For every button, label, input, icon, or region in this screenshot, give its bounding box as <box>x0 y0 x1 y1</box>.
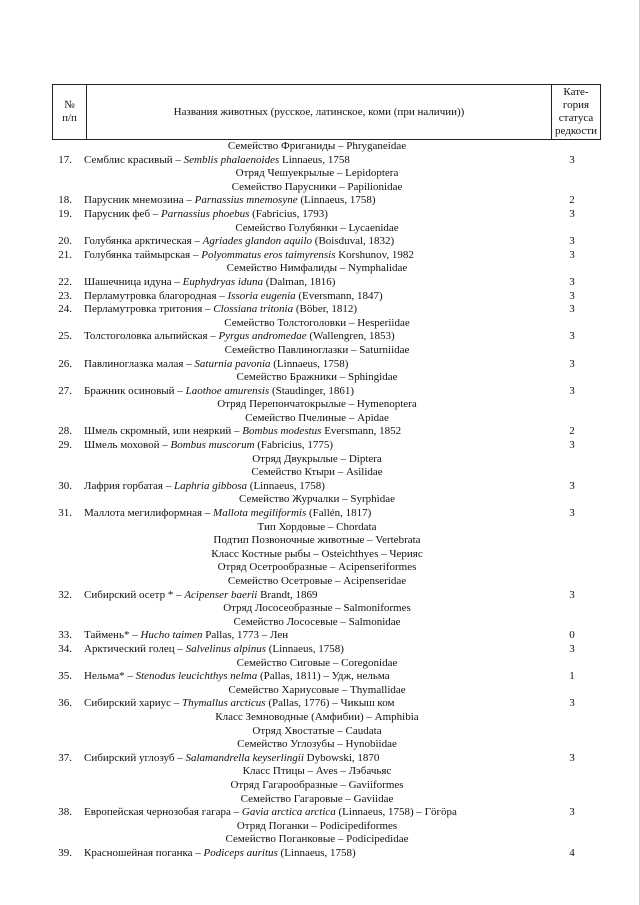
taxon-heading-row <box>0 412 640 426</box>
taxon-heading-row <box>0 711 640 725</box>
taxon-heading: Отряд Двукрылые – Diptera <box>252 452 382 465</box>
taxon-heading-row <box>0 317 640 331</box>
species-latin-name: Polyommatus eros taimyrensis <box>201 248 336 261</box>
rarity-category: 3 <box>569 479 575 492</box>
taxon-heading-row <box>0 466 640 480</box>
taxon-heading: Отряд Хвостатые – Caudata <box>252 724 382 737</box>
species-latin-name: Laothoe amurensis <box>185 384 270 397</box>
species-number: 29. <box>58 439 72 452</box>
species-authority: (Linnaeus, 1758) <box>297 194 376 207</box>
species-russian-name: Толстоголовка альпийская – <box>84 330 219 343</box>
taxon-heading-row <box>0 657 640 671</box>
header-name-label: Названия животных (русское, латинское, коми (при наличии)) <box>173 105 465 118</box>
species-row <box>0 589 640 603</box>
rarity-category: 3 <box>569 751 575 764</box>
rarity-category: 3 <box>569 303 575 316</box>
species-russian-name: Сибирский углозуб – <box>84 751 186 764</box>
species-latin-name: Issoria eugenia <box>227 289 296 302</box>
species-russian-name: Перламутровка благородная – <box>84 289 228 302</box>
species-name <box>84 507 371 521</box>
species-russian-name: Голубянка арктическая – <box>84 235 203 248</box>
species-authority: (Linnaeus, 1758) <box>266 642 344 655</box>
taxon-heading-row <box>0 493 640 507</box>
species-latin-name: Bombus muscorum <box>170 439 255 452</box>
taxon-heading: Подтип Позвоночные животные – Vertebrata <box>213 534 421 547</box>
rarity-category: 1 <box>569 670 575 683</box>
species-row <box>0 643 640 657</box>
species-latin-name: Stenodus leucichthys nelma <box>135 670 258 683</box>
species-row <box>0 290 640 304</box>
species-name <box>84 847 356 861</box>
species-latin-name: Clossiana tritonia <box>213 303 294 316</box>
species-row <box>0 752 640 766</box>
rarity-category: 3 <box>569 330 575 343</box>
species-name <box>84 806 457 820</box>
taxon-heading: Семейство Нимфалиды – Nymphalidae <box>226 262 408 275</box>
taxon-heading: Класс Птицы – Aves – Лэбачьяс <box>242 765 392 778</box>
species-russian-name: Красношейная поганка – <box>84 846 204 859</box>
species-name <box>84 629 288 643</box>
species-name <box>84 752 379 766</box>
taxon-heading: Класс Костные рыбы – Osteichthyes – Черияс <box>211 547 423 560</box>
species-authority: (Pallas, 1776) – Чикыш ком <box>265 697 395 710</box>
species-number: 21. <box>58 248 72 261</box>
species-number: 36. <box>58 697 72 710</box>
taxon-heading: Семейство Лососевые – Salmonidae <box>233 615 401 628</box>
taxon-heading: Семейство Журчалки – Syrphidae <box>238 493 396 506</box>
species-russian-name: Павлиноглазка малая – <box>84 357 195 370</box>
species-number: 24. <box>58 303 72 316</box>
taxon-heading-row <box>0 765 640 779</box>
species-number: 39. <box>58 846 72 859</box>
species-russian-name: Лафрия горбатая – <box>84 479 174 492</box>
species-authority: (Staudinger, 1861) <box>269 384 354 397</box>
species-number: 18. <box>58 194 72 207</box>
species-latin-name: Parnassius phoebus <box>161 207 250 220</box>
species-latin-name: Salvelinus alpinus <box>185 642 266 655</box>
species-authority: (Linnaeus, 1758) <box>247 479 325 492</box>
taxon-heading-row <box>0 548 640 562</box>
species-latin-name: Parnassius mnemosyne <box>194 194 298 207</box>
rarity-category: 3 <box>569 588 575 601</box>
taxon-heading: Семейство Толстоголовки – Hesperiidae <box>224 316 410 329</box>
species-number: 37. <box>58 751 72 764</box>
species-authority: (Fabricius, 1775) <box>254 439 334 452</box>
species-authority: (Fabricius, 1793) <box>249 207 328 220</box>
species-row <box>0 439 640 453</box>
taxon-heading: Отряд Поганки – Podicipediformes <box>236 819 398 832</box>
header-category-column <box>552 85 600 139</box>
species-row <box>0 249 640 263</box>
taxon-heading-row <box>0 453 640 467</box>
species-name <box>84 303 357 317</box>
taxon-heading-row <box>0 534 640 548</box>
species-russian-name: Семблис красивый – <box>84 153 184 166</box>
species-latin-name: Thymallus arcticus <box>181 697 266 710</box>
species-number: 17. <box>58 153 72 166</box>
species-name <box>84 358 348 372</box>
species-latin-name: Laphria gibbosa <box>173 479 248 492</box>
species-authority: (Dalman, 1816) <box>263 275 336 288</box>
taxon-heading-row <box>0 616 640 630</box>
species-russian-name: Парусник феб – <box>84 207 162 220</box>
species-authority: Dybowski, 1870 <box>303 751 380 764</box>
species-row <box>0 480 640 494</box>
species-latin-name: Gavia arctica arctica <box>241 806 336 819</box>
species-authority: Pallas, 1773 – Лен <box>202 629 289 642</box>
species-authority: (Boisduval, 1832) <box>312 235 395 248</box>
species-number: 35. <box>58 670 72 683</box>
species-row <box>0 358 640 372</box>
rarity-category: 3 <box>569 642 575 655</box>
rarity-category: 4 <box>569 846 575 859</box>
species-number: 38. <box>58 806 72 819</box>
taxon-heading-row <box>0 371 640 385</box>
species-authority: Linnaeus, 1758 <box>279 153 350 166</box>
taxon-heading: Тип Хордовые – Chordata <box>257 520 377 533</box>
taxon-heading: Отряд Лососеобразные – Salmoniformes <box>223 602 411 615</box>
species-number: 31. <box>58 507 72 520</box>
taxon-heading: Класс Земноводные (Амфибии) – Amphibia <box>215 710 419 723</box>
species-russian-name: Голубянка таймырская – <box>84 248 202 261</box>
taxon-heading-row <box>0 181 640 195</box>
species-authority: (Pallas, 1811) – Удж, нельма <box>257 670 390 683</box>
taxon-heading-row <box>0 344 640 358</box>
taxon-heading: Семейство Парусники – Papilionidae <box>231 180 403 193</box>
species-name <box>84 480 325 494</box>
species-number: 28. <box>58 425 72 438</box>
species-number: 19. <box>58 207 72 220</box>
taxon-heading-row <box>0 738 640 752</box>
species-number: 22. <box>58 275 72 288</box>
species-authority: (Böber, 1812) <box>293 303 358 316</box>
rarity-category: 3 <box>569 235 575 248</box>
taxon-heading: Семейство Осетровые – Acipenseridae <box>227 575 407 587</box>
species-name <box>84 290 383 304</box>
species-row <box>0 425 640 439</box>
species-table-body <box>0 140 640 860</box>
species-row <box>0 385 640 399</box>
species-name <box>84 670 390 684</box>
taxon-heading-row <box>0 222 640 236</box>
species-russian-name: Европейская чернозобая гагара – <box>84 806 242 819</box>
species-number: 33. <box>58 629 72 642</box>
taxon-heading: Отряд Перепончатокрылые – Hymenoptera <box>217 398 417 411</box>
taxon-heading: Семейство Бражники – Sphingidae <box>236 371 398 384</box>
taxon-heading: Семейство Сиговые – Coregonidae <box>236 656 398 669</box>
taxon-heading-row <box>0 833 640 847</box>
species-row <box>0 303 640 317</box>
species-latin-name: Mallota megiliformis <box>213 507 307 520</box>
taxon-heading-row <box>0 398 640 412</box>
species-russian-name: Бражник осиновый – <box>84 384 186 397</box>
species-authority: (Fallén, 1817) <box>306 507 372 520</box>
taxon-heading: Отряд Осетрообразные – Acipenseriformes <box>217 561 417 574</box>
species-latin-name: Semblis phalaenoides <box>183 153 280 166</box>
rarity-category: 3 <box>569 384 575 397</box>
rarity-category: 3 <box>569 357 575 370</box>
species-authority: (Wallengren, 1853) <box>306 330 395 343</box>
species-authority: (Linnaeus, 1758) – Гӧгӧра <box>335 806 457 819</box>
header-number-column <box>53 85 87 139</box>
header-name-column <box>87 85 552 139</box>
header-number-label: № п/п <box>62 99 77 124</box>
rarity-category: 3 <box>569 248 575 261</box>
species-name <box>84 589 318 603</box>
taxon-heading-row <box>0 602 640 616</box>
species-row <box>0 194 640 208</box>
rarity-category: 2 <box>569 194 575 207</box>
taxon-heading: Семейство Голубянки – Lycaenidae <box>235 221 399 234</box>
species-latin-name: Acipenser baerii <box>184 588 258 601</box>
taxon-heading-row <box>0 684 640 698</box>
species-latin-name: Saturnia pavonia <box>194 357 271 370</box>
species-row <box>0 806 640 820</box>
species-russian-name: Арктический голец – <box>84 642 186 655</box>
taxon-heading-row <box>0 793 640 807</box>
species-authority: (Linnaeus, 1758) <box>270 357 349 370</box>
rarity-category: 3 <box>569 697 575 710</box>
species-row <box>0 154 640 168</box>
species-authority: (Eversmann, 1847) <box>295 289 383 302</box>
species-row <box>0 697 640 711</box>
rarity-category: 0 <box>569 629 575 642</box>
taxon-heading-row <box>0 521 640 535</box>
taxon-heading-row <box>0 779 640 793</box>
table-header <box>52 84 601 140</box>
taxon-heading-row <box>0 262 640 276</box>
species-authority: Korshunov, 1982 <box>335 248 414 261</box>
species-authority: (Linnaeus, 1758) <box>277 846 356 859</box>
rarity-category: 3 <box>569 507 575 520</box>
species-russian-name: Сибирский хариус – <box>84 697 182 710</box>
species-number: 26. <box>58 357 72 370</box>
species-russian-name: Сибирский осетр * – <box>84 588 185 601</box>
rarity-category: 3 <box>569 806 575 819</box>
rarity-category: 2 <box>569 425 575 438</box>
species-name <box>84 208 328 222</box>
species-name <box>84 697 394 711</box>
rarity-category: 3 <box>569 289 575 302</box>
taxon-heading: Семейство Углозубы – Hynobiidae <box>237 738 397 751</box>
taxon-heading: Семейство Фриганиды – Phryganeidae <box>227 140 407 152</box>
species-russian-name: Нельма* – <box>84 670 136 683</box>
species-name <box>84 235 394 249</box>
rarity-category: 3 <box>569 275 575 288</box>
taxon-heading: Семейство Гагаровые – Gaviidae <box>240 792 394 805</box>
species-name <box>84 276 335 290</box>
taxon-heading: Семейство Ктыри – Asilidae <box>251 466 383 479</box>
species-russian-name: Шмель моховой – <box>84 439 171 452</box>
species-name <box>84 385 354 399</box>
rarity-category: 3 <box>569 207 575 220</box>
taxon-heading: Отряд Гагарообразные – Gaviiformes <box>230 778 404 791</box>
species-russian-name: Таймень* – <box>84 629 141 642</box>
species-row <box>0 330 640 344</box>
species-row <box>0 235 640 249</box>
taxon-heading: Семейство Пчелиные – Apidae <box>245 411 389 424</box>
taxon-heading: Семейство Хариусовые – Thymallidae <box>228 683 406 696</box>
species-name <box>84 249 414 263</box>
species-name <box>84 194 376 208</box>
header-category-label: Кате- гория статуса редкости <box>555 86 597 137</box>
species-name <box>84 425 401 439</box>
species-number: 25. <box>58 330 72 343</box>
species-latin-name: Pyrgus andromedae <box>218 330 307 343</box>
species-latin-name: Hucho taimen <box>140 629 203 642</box>
species-russian-name: Парусник мнемозина – <box>84 194 195 207</box>
species-number: 27. <box>58 384 72 397</box>
species-latin-name: Bombus modestus <box>242 425 322 438</box>
species-authority: Eversmann, 1852 <box>321 425 402 438</box>
taxon-heading-row <box>0 561 640 575</box>
taxon-heading-row <box>0 167 640 181</box>
species-russian-name: Перламутровка тритония – <box>84 303 214 316</box>
species-latin-name: Euphydryas iduna <box>182 275 263 288</box>
species-row <box>0 507 640 521</box>
species-number: 20. <box>58 235 72 248</box>
species-row <box>0 208 640 222</box>
species-russian-name: Маллота мегилиформная – <box>84 507 214 520</box>
taxon-heading: Отряд Чешуекрылые – Lepidoptera <box>235 167 399 180</box>
species-russian-name: Шмель скромный, или неяркий – <box>84 425 243 438</box>
taxon-heading: Семейство Павлиноглазки – Saturniidae <box>224 343 410 356</box>
species-number: 34. <box>58 642 72 655</box>
species-number: 23. <box>58 289 72 302</box>
taxon-heading: Семейство Поганковые – Podicipedidae <box>225 833 409 846</box>
species-number: 30. <box>58 479 72 492</box>
species-name <box>84 154 350 168</box>
species-row <box>0 847 640 861</box>
rarity-category: 3 <box>569 153 575 166</box>
species-number: 32. <box>58 588 72 601</box>
species-latin-name: Podiceps auritus <box>203 846 278 859</box>
species-row <box>0 276 640 290</box>
rarity-category: 3 <box>569 439 575 452</box>
species-latin-name: Salamandrella keyserlingii <box>185 751 304 764</box>
species-name <box>84 330 395 344</box>
taxon-heading-row <box>0 575 640 589</box>
species-name <box>84 439 333 453</box>
species-russian-name: Шашечница идуна – <box>84 275 183 288</box>
taxon-heading-row <box>0 820 640 834</box>
species-row <box>0 670 640 684</box>
species-authority: Brandt, 1869 <box>257 588 318 601</box>
species-name <box>84 643 344 657</box>
taxon-heading-row <box>0 140 640 154</box>
taxon-heading-row <box>0 725 640 739</box>
species-row <box>0 629 640 643</box>
species-latin-name: Agriades glandon aquilo <box>202 235 313 248</box>
